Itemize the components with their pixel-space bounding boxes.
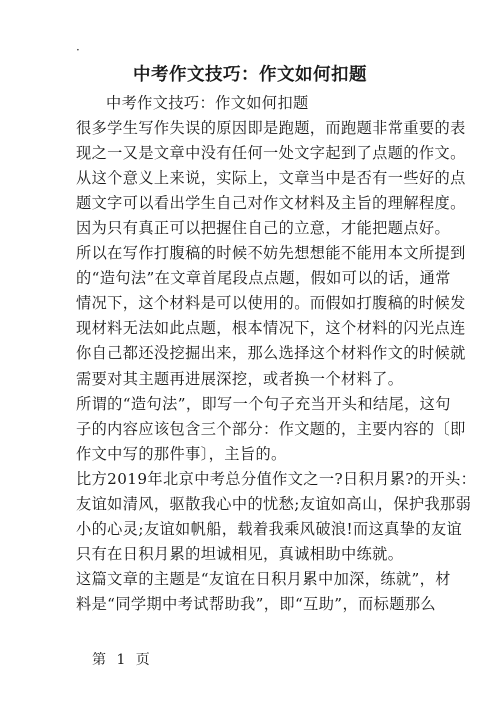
page-number-footer: 第 1 页 bbox=[92, 652, 153, 668]
body-line: 作文中写的那件事〕，主旨的。 bbox=[76, 444, 287, 463]
body-line: 题文字可以看出学生自己对作文材料及主旨的理解程度。 bbox=[76, 194, 466, 213]
body-line: 子的内容应该包含三个部分：作文题的，主要内容的〔即 bbox=[76, 419, 466, 438]
body-line: 这篇文章的主题是“友谊在日积月累中加深，练就”，材 bbox=[76, 569, 451, 588]
body-line: 所谓的“造句法”，即写一个句子充当开头和结尾，这句 bbox=[76, 394, 451, 413]
body-line: 小的心灵;友谊如帆船，载着我乘风破浪!而这真挚的友谊 bbox=[76, 519, 463, 538]
body-line: 现材料无法如此点题，根本情况下，这个材料的闪光点连 bbox=[76, 319, 466, 338]
body-line: 需要对其主题再进展深挖，或者换一个材料了。 bbox=[76, 369, 404, 388]
body-line: 只有在日积月累的坦诚相见，真诚相助中练就。 bbox=[76, 544, 404, 563]
page-title: 中考作文技巧：作文如何扣题 bbox=[133, 65, 367, 85]
page-dot-mark: · bbox=[76, 43, 80, 57]
body-line: 友谊如清风，驱散我心中的忧愁;友谊如高山，保护我那弱 bbox=[76, 494, 472, 513]
body-line: 很多学生写作失误的原因即是跑题，而跑题非常重要的表 bbox=[76, 119, 466, 138]
body-line: 因为只有真正可以把握住自己的立意，才能把题点好。 bbox=[76, 219, 451, 238]
body-line: 情况下，这个材料是可以使用的。而假如打腹稿的时候发 bbox=[76, 294, 466, 313]
body-line: 你自己都还没挖掘出来，那么选择这个材料作文的时候就 bbox=[76, 344, 466, 363]
body-line: 料是“同学期中考试帮助我”，即“互助”，而标题那么 bbox=[76, 594, 436, 613]
body-line: 的“造句法”在文章首尾段点点题，假如可以的话，通常 bbox=[76, 269, 451, 288]
body-line: 所以在写作打腹稿的时候不妨先想想能不能用本文所提到 bbox=[76, 244, 466, 263]
body-line: 比方2019年北京中考总分值作文之一?日积月累?的开头： bbox=[76, 469, 477, 488]
body-line: 从这个意义上来说，实际上，文章当中是否有一些好的点 bbox=[76, 169, 466, 188]
body-line: 现之一又是文章中没有任何一处文字起到了点题的作文。 bbox=[76, 144, 466, 163]
document-body bbox=[76, 91, 477, 617]
body-line: 中考作文技巧：作文如何扣题 bbox=[106, 94, 309, 112]
